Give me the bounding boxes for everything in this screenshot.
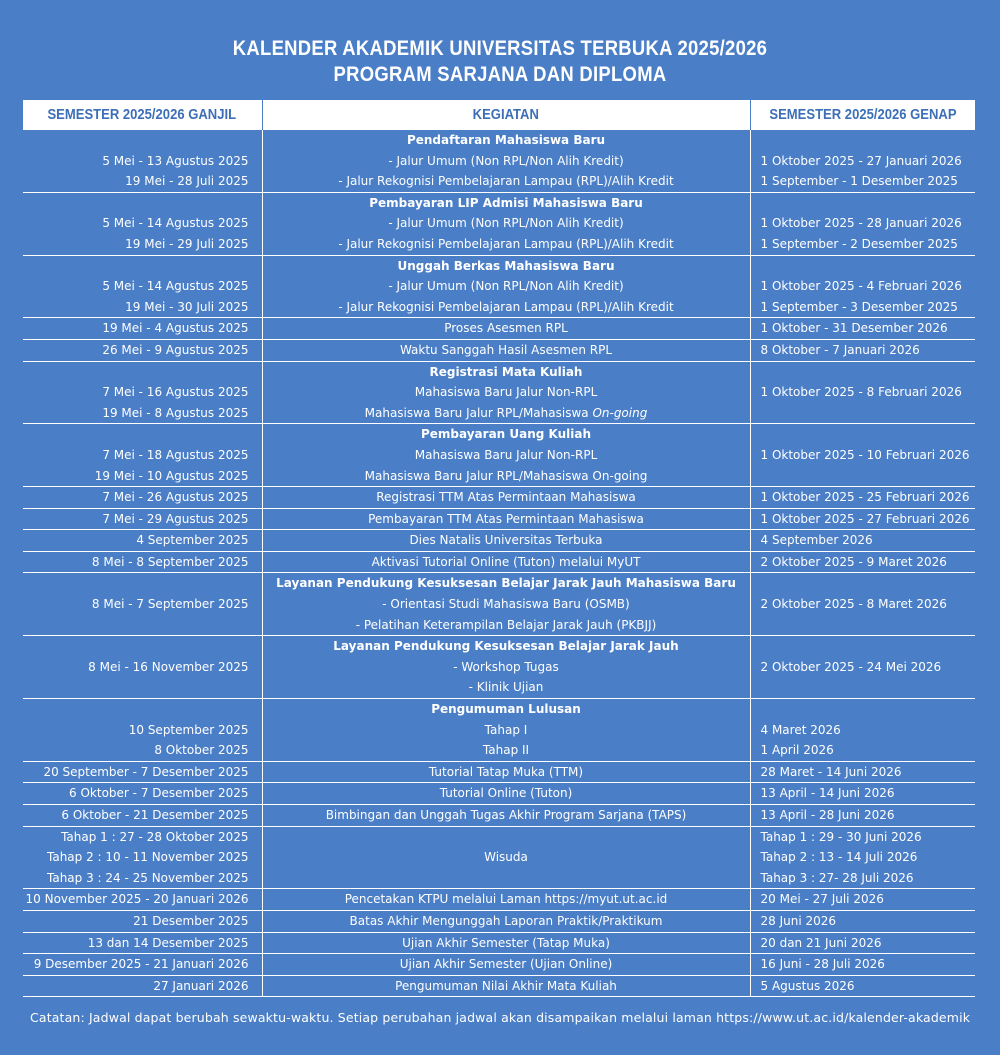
activity-text: - Jalur Rekognisi Pembelajaran Lampau (RPL)/Alih Kredit: [338, 236, 674, 251]
ganjil-cell: [23, 424, 262, 487]
date-text: 8 Oktober 2025: [154, 743, 249, 758]
activity-text: - Jalur Rekognisi Pembelajaran Lampau (RPL)/Alih Kredit: [338, 174, 674, 189]
activity-text: - Orientasi Studi Mahasiswa Baru (OSMB): [382, 597, 630, 612]
genap-cell: [750, 761, 975, 783]
date-text: [751, 193, 976, 214]
activity-text: Tahap II: [482, 743, 530, 758]
activity-row: [23, 889, 975, 911]
activity-row: [23, 508, 975, 530]
activity-row: [23, 487, 975, 509]
date-text: 1 Oktober 2025 - 27 Januari 2026: [760, 153, 962, 168]
date-text: 10 November 2025 - 20 Januari 2026: [25, 892, 249, 907]
activity-text: Pencetakan KTPU melalui Laman https://myut.ut.ac.id: [344, 892, 668, 907]
activity-text: Mahasiswa Baru Jalur Non-RPL: [414, 447, 598, 462]
activity-text: - Workshop Tugas: [453, 659, 559, 674]
date-text: 1 April 2026: [760, 743, 834, 758]
kegiatan-cell: [262, 932, 750, 954]
genap-cell: [750, 826, 975, 889]
activity-text: Mahasiswa Baru Jalur Non-RPL: [414, 385, 598, 400]
date-text: [23, 573, 262, 594]
date-text: Tahap 1 : 27 - 28 Oktober 2025: [61, 829, 249, 844]
activity-text: Waktu Sanggah Hasil Asesmen RPL: [399, 342, 613, 357]
ganjil-cell: [23, 487, 262, 509]
date-text: 1 Oktober 2025 - 25 Februari 2026: [760, 490, 970, 505]
genap-cell: [750, 255, 975, 318]
activity-text: Batas Akhir Mengunggah Laporan Praktik/Praktikum: [349, 913, 663, 928]
activity-row: [23, 699, 975, 762]
title-line-1: KALENDER AKADEMIK UNIVERSITAS TERBUKA 2025/2026: [232, 37, 768, 60]
date-text: 1 Oktober 2025 - 4 Februari 2026: [760, 279, 962, 294]
kegiatan-cell: [262, 551, 750, 573]
activity-text: Pengumuman Nilai Akhir Mata Kuliah: [395, 978, 617, 993]
date-text: 13 April - 28 Juni 2026: [760, 808, 895, 822]
activity-text: Tutorial Tatap Muka (TTM): [428, 764, 584, 779]
activity-text: Aktivasi Tutorial Online (Tuton) melalui MyUT: [371, 554, 641, 569]
date-text: [23, 636, 262, 657]
date-text: 19 Mei - 28 Juli 2025: [125, 174, 249, 189]
ganjil-cell: [23, 910, 262, 932]
date-text: 13 dan 14 Desember 2025: [87, 935, 249, 950]
kegiatan-cell: [262, 954, 750, 976]
date-text: 8 Mei - 7 September 2025: [91, 597, 249, 612]
genap-cell: [750, 805, 975, 827]
activity-row: [23, 761, 975, 783]
calendar-body: [23, 130, 975, 997]
date-text: 4 September 2025: [136, 533, 249, 548]
date-text: 10 September 2025: [128, 722, 249, 737]
activity-text: - Jalur Rekognisi Pembelajaran Lampau (RPL)/Alih Kredit: [338, 299, 674, 314]
kegiatan-cell: [262, 573, 750, 636]
date-text: [751, 466, 976, 487]
genap-cell: [750, 783, 975, 805]
date-text: 6 Oktober - 21 Desember 2025: [61, 808, 249, 822]
date-text: [751, 699, 976, 720]
activity-text: Ujian Akhir Semester (Tatap Muka): [402, 935, 610, 950]
date-text: 1 September - 1 Desember 2025: [760, 174, 958, 189]
date-text: 8 Mei - 16 November 2025: [88, 659, 249, 674]
genap-cell: [750, 361, 975, 424]
genap-cell: [750, 573, 975, 636]
kegiatan-cell: [262, 487, 750, 509]
activity-text-italic: On-going: [592, 405, 648, 420]
genap-cell: [750, 487, 975, 509]
kegiatan-cell: [262, 361, 750, 424]
date-text: 20 Mei - 27 Juli 2026: [760, 892, 884, 907]
activity-text: Registrasi TTM Atas Permintaan Mahasiswa: [376, 490, 636, 505]
activity-heading: Pendaftaran Mahasiswa Baru: [406, 133, 606, 147]
date-text: [23, 677, 262, 698]
date-text: 1 September - 3 Desember 2025: [760, 299, 958, 314]
ganjil-cell: [23, 699, 262, 762]
title-line-2: PROGRAM SARJANA DAN DIPLOMA: [333, 63, 667, 86]
date-text: [751, 573, 976, 594]
date-text: 8 Oktober - 7 Januari 2026: [760, 342, 920, 357]
genap-cell: [750, 318, 975, 340]
genap-cell: [750, 910, 975, 932]
activity-text: Wisuda: [484, 850, 528, 865]
ganjil-cell: [23, 573, 262, 636]
genap-cell: [750, 889, 975, 911]
activity-row: [23, 573, 975, 636]
date-text: 5 Agustus 2026: [760, 978, 855, 993]
kegiatan-cell: [262, 975, 750, 997]
activity-row: [23, 826, 975, 889]
activity-row: [23, 551, 975, 573]
kegiatan-cell: [262, 424, 750, 487]
activity-row: [23, 318, 975, 340]
date-text: Tahap 3 : 27- 28 Juli 2026: [760, 870, 914, 885]
kegiatan-cell: [262, 339, 750, 361]
date-text: [751, 362, 976, 383]
kegiatan-cell: [262, 530, 750, 552]
header-ganjil: SEMESTER 2025/2026 GANJIL: [23, 100, 262, 130]
ganjil-cell: [23, 339, 262, 361]
kegiatan-cell: [262, 910, 750, 932]
page-title: [0, 36, 1000, 88]
activity-heading: Layanan Pendukung Kesuksesan Belajar Jarak Jauh: [333, 639, 679, 654]
activity-row: [23, 130, 975, 193]
header-genap: SEMESTER 2025/2026 GENAP: [750, 100, 975, 130]
ganjil-cell: [23, 318, 262, 340]
ganjil-cell: [23, 761, 262, 783]
activity-heading: Unggah Berkas Mahasiswa Baru: [397, 258, 615, 273]
date-text: 2 Oktober 2025 - 24 Mei 2026: [760, 659, 942, 674]
activity-text: Tutorial Online (Tuton): [439, 786, 573, 801]
activity-heading: Registrasi Mata Kuliah: [429, 364, 583, 379]
activity-heading: Pengumuman Lulusan: [431, 702, 581, 717]
activity-row: [23, 361, 975, 424]
ganjil-cell: [23, 783, 262, 805]
date-text: 9 Desember 2025 - 21 Januari 2026: [33, 957, 249, 972]
date-text: 1 Oktober 2025 - 27 Februari 2026: [760, 511, 970, 526]
kegiatan-cell: [262, 805, 750, 827]
activity-text: Dies Natalis Universitas Terbuka: [409, 533, 603, 548]
footnote: Catatan: Jadwal dapat berubah sewaktu-waktu. Setiap perubahan jadwal akan disampaikan melalui laman https://www.ut.ac.id/kalender-akademik: [30, 1010, 971, 1025]
date-text: 2 Oktober 2025 - 8 Maret 2026: [760, 597, 947, 612]
genap-cell: [750, 424, 975, 487]
date-text: [23, 424, 262, 445]
genap-cell: [750, 954, 975, 976]
activity-text: Pembayaran TTM Atas Permintaan Mahasiswa: [368, 511, 644, 526]
date-text: 20 dan 21 Juni 2026: [760, 935, 882, 950]
ganjil-cell: [23, 130, 262, 193]
kegiatan-cell: [262, 699, 750, 762]
kegiatan-cell: [262, 130, 750, 193]
kegiatan-cell: [262, 192, 750, 255]
ganjil-cell: [23, 508, 262, 530]
activity-row: [23, 975, 975, 997]
ganjil-cell: [23, 361, 262, 424]
ganjil-cell: [23, 889, 262, 911]
date-text: 8 Mei - 8 September 2025: [91, 554, 249, 569]
activity-text: Tahap I: [484, 722, 528, 737]
date-text: 1 September - 2 Desember 2025: [760, 236, 958, 251]
ganjil-cell: [23, 636, 262, 699]
activity-text: [263, 827, 750, 848]
activity-text: Ujian Akhir Semester (Ujian Online): [399, 957, 613, 972]
activity-row: [23, 636, 975, 699]
genap-cell: [750, 975, 975, 997]
date-text: [751, 677, 976, 698]
date-text: 16 Juni - 28 Juli 2026: [760, 957, 885, 972]
ganjil-cell: [23, 255, 262, 318]
kegiatan-cell: [262, 318, 750, 340]
date-text: [751, 403, 976, 424]
date-text: 7 Mei - 18 Agustus 2025: [102, 447, 249, 462]
ganjil-cell: [23, 192, 262, 255]
ganjil-cell: [23, 805, 262, 827]
genap-cell: [750, 130, 975, 193]
kegiatan-cell: [262, 761, 750, 783]
calendar-table: [23, 100, 975, 997]
date-text: 26 Mei - 9 Agustus 2025: [102, 342, 249, 357]
date-text: 5 Mei - 14 Agustus 2025: [102, 216, 249, 231]
date-text: 13 April - 14 Juni 2026: [760, 786, 895, 801]
date-text: 4 September 2026: [760, 533, 873, 548]
date-text: [751, 615, 976, 636]
date-text: 4 Maret 2026: [760, 722, 841, 737]
activity-heading: Pembayaran Uang Kuliah: [420, 427, 592, 442]
date-text: 19 Mei - 10 Agustus 2025: [94, 468, 249, 483]
genap-cell: [750, 551, 975, 573]
genap-cell: [750, 636, 975, 699]
activity-row: [23, 932, 975, 954]
activity-heading: Pembayaran LIP Admisi Mahasiswa Baru: [369, 195, 643, 210]
activity-row: [23, 954, 975, 976]
activity-row: [23, 783, 975, 805]
genap-cell: [750, 192, 975, 255]
date-text: 28 Juni 2026: [760, 913, 837, 928]
date-text: 19 Mei - 29 Juli 2025: [125, 236, 249, 251]
activity-text: Mahasiswa Baru Jalur RPL/Mahasiswa On-going: [364, 468, 648, 483]
activity-text: Mahasiswa Baru Jalur RPL/Mahasiswa On-going: [364, 405, 648, 420]
activity-text: [263, 868, 750, 889]
date-text: [23, 193, 262, 214]
activity-text: Bimbingan dan Unggah Tugas Akhir Program Sarjana (TAPS): [325, 808, 687, 822]
kegiatan-cell: [262, 826, 750, 889]
date-text: [23, 130, 262, 151]
date-text: 6 Oktober - 7 Desember 2025: [69, 786, 249, 801]
date-text: 19 Mei - 30 Juli 2025: [125, 299, 249, 314]
date-text: [23, 362, 262, 383]
ganjil-cell: [23, 530, 262, 552]
date-text: 1 Oktober - 31 Desember 2026: [760, 321, 948, 336]
date-text: Tahap 3 : 24 - 25 November 2025: [47, 870, 249, 885]
date-text: 1 Oktober 2025 - 8 Februari 2026: [760, 385, 962, 400]
date-text: [751, 256, 976, 277]
activity-row: [23, 910, 975, 932]
ganjil-cell: [23, 826, 262, 889]
date-text: Tahap 2 : 13 - 14 Juli 2026: [760, 850, 918, 865]
genap-cell: [750, 508, 975, 530]
date-text: 5 Mei - 14 Agustus 2025: [102, 279, 249, 294]
date-text: 7 Mei - 29 Agustus 2025: [102, 511, 249, 526]
date-text: [751, 424, 976, 445]
kegiatan-cell: [262, 636, 750, 699]
ganjil-cell: [23, 551, 262, 573]
date-text: [751, 636, 976, 657]
date-text: [23, 256, 262, 277]
date-text: 28 Maret - 14 Juni 2026: [760, 764, 902, 779]
date-text: 20 September - 7 Desember 2025: [43, 764, 249, 779]
activity-heading: Layanan Pendukung Kesuksesan Belajar Jarak Jauh Mahasiswa Baru: [276, 576, 736, 591]
date-text: 19 Mei - 8 Agustus 2025: [102, 405, 249, 420]
kegiatan-cell: [262, 508, 750, 530]
date-text: 7 Mei - 26 Agustus 2025: [102, 490, 249, 505]
activity-text: Proses Asesmen RPL: [444, 321, 568, 336]
activity-text: - Klinik Ujian: [468, 680, 544, 695]
activity-row: [23, 530, 975, 552]
date-text: [751, 130, 976, 151]
date-text: 7 Mei - 16 Agustus 2025: [102, 385, 249, 400]
date-text: 1 Oktober 2025 - 10 Februari 2026: [760, 447, 970, 462]
kegiatan-cell: [262, 889, 750, 911]
header-kegiatan: KEGIATAN: [262, 100, 750, 130]
activity-text: - Jalur Umum (Non RPL/Non Alih Kredit): [388, 153, 624, 168]
genap-cell: [750, 339, 975, 361]
date-text: 1 Oktober 2025 - 28 Januari 2026: [760, 216, 962, 231]
table-header-row: [23, 100, 975, 130]
date-text: [23, 699, 262, 720]
date-text: 5 Mei - 13 Agustus 2025: [102, 153, 249, 168]
ganjil-cell: [23, 954, 262, 976]
genap-cell: [750, 932, 975, 954]
ganjil-cell: [23, 932, 262, 954]
activity-row: [23, 192, 975, 255]
genap-cell: [750, 699, 975, 762]
date-text: Tahap 1 : 29 - 30 Juni 2026: [760, 829, 922, 844]
ganjil-cell: [23, 975, 262, 997]
date-text: 19 Mei - 4 Agustus 2025: [102, 321, 249, 336]
activity-text: - Jalur Umum (Non RPL/Non Alih Kredit): [388, 279, 624, 294]
activity-row: [23, 339, 975, 361]
activity-row: [23, 424, 975, 487]
date-text: [23, 615, 262, 636]
date-text: 2 Oktober 2025 - 9 Maret 2026: [760, 554, 947, 569]
date-text: 27 Januari 2026: [153, 978, 249, 993]
genap-cell: [750, 530, 975, 552]
kegiatan-cell: [262, 255, 750, 318]
kegiatan-cell: [262, 783, 750, 805]
date-text: 21 Desember 2025: [133, 913, 249, 928]
activity-text: - Jalur Umum (Non RPL/Non Alih Kredit): [388, 216, 624, 231]
activity-row: [23, 805, 975, 827]
activity-row: [23, 255, 975, 318]
activity-text: - Pelatihan Keterampilan Belajar Jarak Jauh (PKBJJ): [355, 617, 657, 632]
date-text: Tahap 2 : 10 - 11 November 2025: [47, 850, 249, 865]
